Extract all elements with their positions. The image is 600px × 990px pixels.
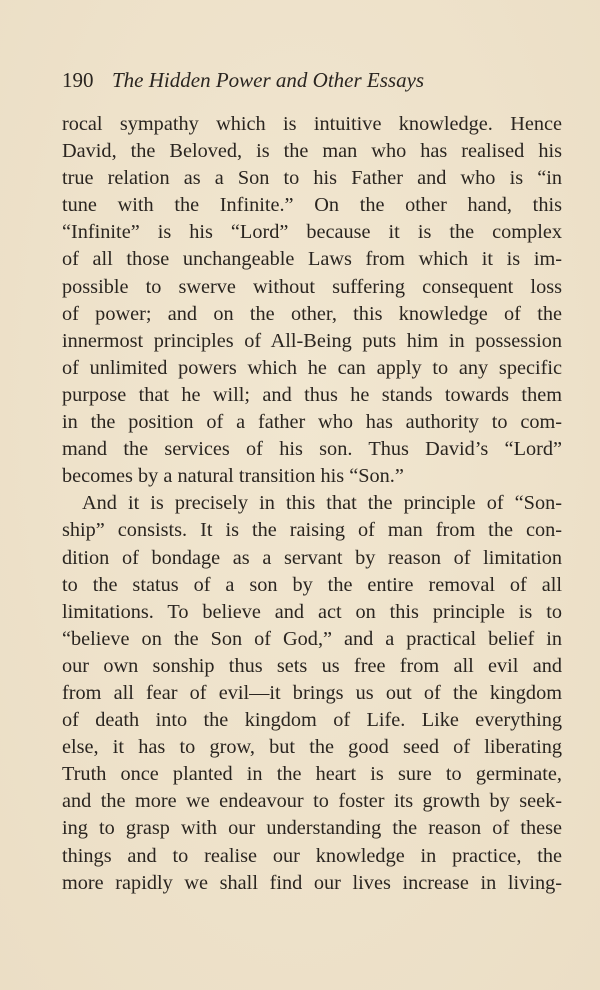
text-line: possible to swerve without suffering consequent loss: [62, 275, 562, 298]
text-line: tune with the Infinite.” On the other hand, this: [62, 194, 562, 217]
text-line: true relation as a Son to his Father and who is “in: [62, 167, 562, 190]
text-line: “Infinite” is his “Lord” because it is the complex: [62, 221, 562, 244]
text-line: David, the Beloved, is the man who has realised his: [62, 140, 562, 163]
text-line: ship” consists. It is the raising of man from the con-: [62, 519, 562, 542]
text-line: innermost principles of All-Being puts him in possession: [62, 329, 562, 352]
text-line: “believe on the Son of God,” and a practical belief in: [62, 627, 562, 650]
text-line: in the position of a father who has authority to com-: [62, 411, 562, 434]
text-line: purpose that he will; and thus he stands towards them: [62, 383, 562, 406]
text-line: and the more we endeavour to foster its growth by seek-: [62, 790, 562, 813]
text-line: our own sonship thus sets us free from all evil and: [62, 654, 562, 677]
text-line: limitations. To believe and act on this principle is to: [62, 600, 562, 623]
running-title: The Hidden Power and Other Essays: [112, 68, 425, 92]
text-line: of death into the kingdom of Life. Like everything: [62, 709, 562, 732]
text-line: dition of bondage as a servant by reason of limitation: [62, 546, 562, 569]
text-line: else, it has to grow, but the good seed of liberating: [62, 736, 562, 759]
text-line: things and to realise our knowledge in practice, the: [62, 844, 562, 867]
page-number: 190: [62, 68, 94, 92]
text-line: of all those unchangeable Laws from which it is im-: [62, 248, 562, 271]
text-line: of unlimited powers which he can apply to any specific: [62, 356, 562, 379]
body-text: [62, 111, 562, 897]
text-line: Truth once planted in the heart is sure to germinate,: [62, 763, 562, 786]
text-line: rocal sympathy which is intuitive knowledge. Hence: [62, 113, 562, 135]
text-line: of power; and on the other, this knowledge of the: [62, 302, 562, 325]
running-header: [62, 68, 424, 93]
text-line: becomes by a natural transition his “Son.”: [62, 465, 404, 488]
text-line: from all fear of evil—it brings us out of the kingdom: [62, 681, 562, 704]
text-line: more rapidly we shall find our lives increase in living-: [62, 871, 562, 894]
text-line: And it is precisely in this that the principle of “Son-: [82, 492, 562, 515]
text-line: mand the services of his son. Thus David’s “Lord”: [62, 438, 562, 461]
text-line: to the status of a son by the entire removal of all: [62, 573, 562, 596]
text-line: ing to grasp with our understanding the reason of these: [62, 817, 562, 840]
